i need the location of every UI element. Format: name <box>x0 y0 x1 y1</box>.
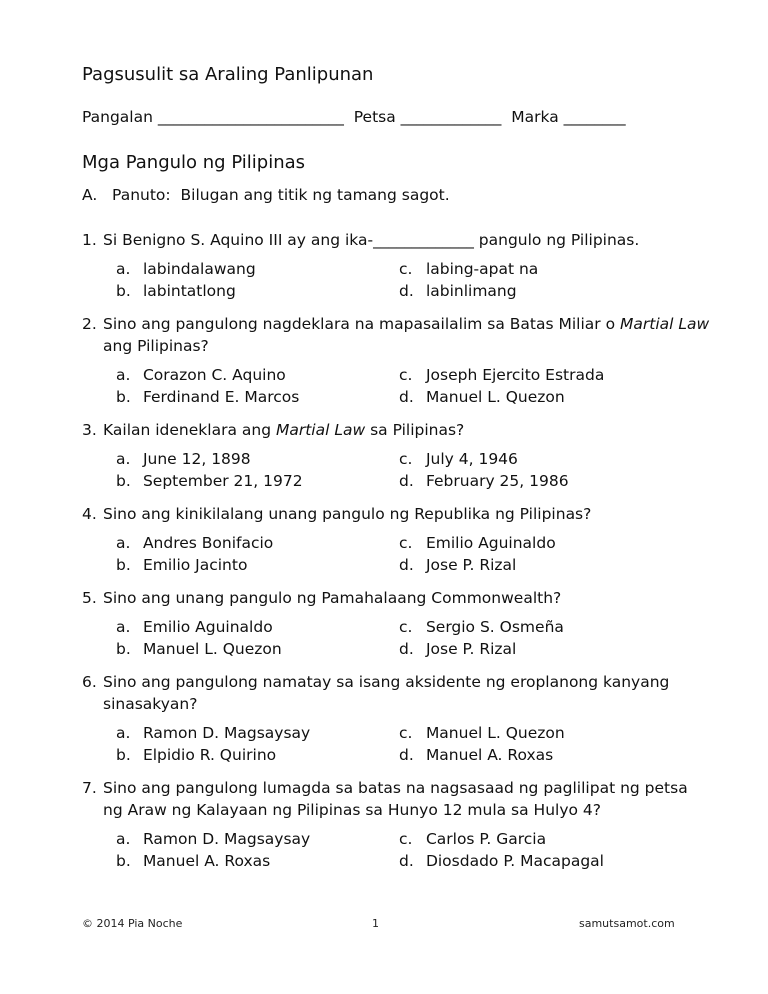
option-text: labing-apat na <box>425 260 539 278</box>
option-text: June 12, 1898 <box>142 450 251 468</box>
instructions-label: Panuto: <box>112 186 171 204</box>
instructions <box>82 186 450 204</box>
option-letter: c. <box>399 450 413 468</box>
option-letter: d. <box>399 852 414 870</box>
name-blank: ________________________ <box>157 108 344 126</box>
option-letter: c. <box>399 260 413 278</box>
option-text: Emilio Aguinaldo <box>142 618 273 636</box>
option-a <box>116 258 399 280</box>
option-text: September 21, 1972 <box>142 472 303 490</box>
question-4 <box>82 503 712 576</box>
question-text: Sino ang pangulong namatay sa isang aksidente ng eroplanong kanyang sinasakyan? <box>103 673 670 713</box>
option-d <box>399 638 682 660</box>
student-info-row <box>82 108 626 126</box>
instructions-text: Bilugan ang titik ng tamang sagot. <box>180 186 450 204</box>
options <box>116 722 712 766</box>
question-text: Sino ang kinikilalang unang pangulo ng Republika ng Pilipinas? <box>103 505 592 523</box>
name-label: Pangalan <box>82 108 153 126</box>
option-text: Ramon D. Magsaysay <box>142 830 311 848</box>
option-text: labinlimang <box>425 282 517 300</box>
question-number: 4. <box>82 505 97 523</box>
options <box>116 258 712 302</box>
question-text: Sino ang unang pangulo ng Pamahalaang Commonwealth? <box>103 589 562 607</box>
option-letter: b. <box>116 852 131 870</box>
option-b <box>116 554 399 576</box>
option-text: Jose P. Rizal <box>425 640 517 658</box>
option-letter: c. <box>399 724 413 742</box>
option-a <box>116 448 399 470</box>
option-text: Jose P. Rizal <box>425 556 517 574</box>
question-text-part: pangulo ng Pilipinas. <box>473 231 640 249</box>
option-text: Emilio Aguinaldo <box>425 534 556 552</box>
question-text <box>103 229 712 251</box>
question-number: 7. <box>82 779 97 797</box>
question-1 <box>82 229 712 302</box>
page-title: Pagsusulit sa Araling Panlipunan <box>82 64 374 85</box>
option-letter: a. <box>116 534 131 552</box>
option-text: Andres Bonifacio <box>142 534 274 552</box>
option-c <box>399 616 682 638</box>
option-b <box>116 386 399 408</box>
option-letter: b. <box>116 746 131 764</box>
question-5 <box>82 587 712 660</box>
instructions-letter: A. <box>82 186 98 204</box>
option-letter: c. <box>399 830 413 848</box>
option-text: labintatlong <box>142 282 236 300</box>
options <box>116 448 712 492</box>
question-text-italic: Martial Law <box>620 315 710 333</box>
options <box>116 532 712 576</box>
option-letter: a. <box>116 830 131 848</box>
option-a <box>116 722 399 744</box>
date-label: Petsa <box>353 108 396 126</box>
option-letter: d. <box>399 640 414 658</box>
option-letter: c. <box>399 534 413 552</box>
option-text: Manuel A. Roxas <box>425 746 554 764</box>
option-text: Manuel L. Quezon <box>425 724 565 742</box>
question-number: 5. <box>82 589 97 607</box>
question-text: Sino ang pangulong lumagda sa batas na nagsasaad ng paglilipat ng petsa ng Araw ng Kalayaan ng Pilipinas sa Hunyo 12 mula sa Hulyo 4? <box>103 779 688 819</box>
option-letter: d. <box>399 388 414 406</box>
question-text <box>103 419 712 441</box>
options <box>116 828 712 872</box>
question-text-part: Sino ang pangulong nagdeklara na mapasailalim sa Batas Miliar o <box>103 315 621 333</box>
option-letter: c. <box>399 618 413 636</box>
question-text-part: Kailan ideneklara ang <box>103 421 276 439</box>
option-c <box>399 258 682 280</box>
option-letter: d. <box>399 746 414 764</box>
option-text: Corazon C. Aquino <box>142 366 286 384</box>
option-b <box>116 744 399 766</box>
option-text: Manuel L. Quezon <box>425 388 565 406</box>
question-2 <box>82 313 712 408</box>
option-d <box>399 470 682 492</box>
option-d <box>399 386 682 408</box>
option-text: February 25, 1986 <box>425 472 569 490</box>
option-b <box>116 470 399 492</box>
option-letter: c. <box>399 366 413 384</box>
option-a <box>116 616 399 638</box>
option-c <box>399 532 682 554</box>
question-6 <box>82 671 712 766</box>
question-3 <box>82 419 712 492</box>
option-letter: a. <box>116 260 131 278</box>
question-7 <box>82 777 712 872</box>
option-text: Ramon D. Magsaysay <box>142 724 311 742</box>
option-c <box>399 828 682 850</box>
option-text: Joseph Ejercito Estrada <box>425 366 605 384</box>
option-d <box>399 554 682 576</box>
section-title: Mga Pangulo ng Pilipinas <box>82 152 306 173</box>
question-text-part: sa Pilipinas? <box>365 421 465 439</box>
option-text: Elpidio R. Quirino <box>142 746 277 764</box>
option-text: Diosdado P. Macapagal <box>425 852 604 870</box>
option-letter: d. <box>399 282 414 300</box>
option-d <box>399 850 682 872</box>
option-text: July 4, 1946 <box>425 450 518 468</box>
option-d <box>399 744 682 766</box>
option-a <box>116 828 399 850</box>
question-text <box>103 313 712 357</box>
footer-website: samutsamot.com <box>579 917 675 930</box>
options <box>116 364 712 408</box>
option-a <box>116 532 399 554</box>
option-b <box>116 280 399 302</box>
option-text: Carlos P. Garcia <box>425 830 547 848</box>
score-blank: ________ <box>563 108 626 126</box>
option-letter: a. <box>116 724 131 742</box>
option-d <box>399 280 682 302</box>
question-number: 3. <box>82 421 97 439</box>
option-letter: a. <box>116 618 131 636</box>
option-letter: b. <box>116 556 131 574</box>
option-letter: b. <box>116 388 131 406</box>
option-text: Manuel L. Quezon <box>142 640 282 658</box>
option-c <box>399 722 682 744</box>
footer-copyright: © 2014 Pia Noche <box>82 917 183 930</box>
option-b <box>116 850 399 872</box>
option-c <box>399 448 682 470</box>
option-letter: d. <box>399 472 414 490</box>
option-text: Ferdinand E. Marcos <box>142 388 300 406</box>
option-text: Emilio Jacinto <box>142 556 248 574</box>
option-letter: a. <box>116 450 131 468</box>
question-number: 2. <box>82 315 97 333</box>
question-text-part: Si Benigno S. Aquino III ay ang ika- <box>103 231 374 249</box>
option-letter: a. <box>116 366 131 384</box>
option-letter: b. <box>116 640 131 658</box>
score-label: Marka <box>511 108 559 126</box>
option-a <box>116 364 399 386</box>
option-letter: b. <box>116 472 131 490</box>
footer-page-number: 1 <box>372 917 379 930</box>
answer-blank: _____________ <box>373 231 474 249</box>
question-number: 1. <box>82 231 97 249</box>
option-b <box>116 638 399 660</box>
option-letter: d. <box>399 556 414 574</box>
option-letter: b. <box>116 282 131 300</box>
question-number: 6. <box>82 673 97 691</box>
option-text: Manuel A. Roxas <box>142 852 271 870</box>
options <box>116 616 712 660</box>
option-c <box>399 364 682 386</box>
question-text-italic: Martial Law <box>275 421 366 439</box>
option-text: Sergio S. Osmeña <box>425 618 564 636</box>
date-blank: _____________ <box>400 108 502 126</box>
question-text-part: ang Pilipinas? <box>103 337 209 355</box>
option-text: labindalawang <box>142 260 256 278</box>
